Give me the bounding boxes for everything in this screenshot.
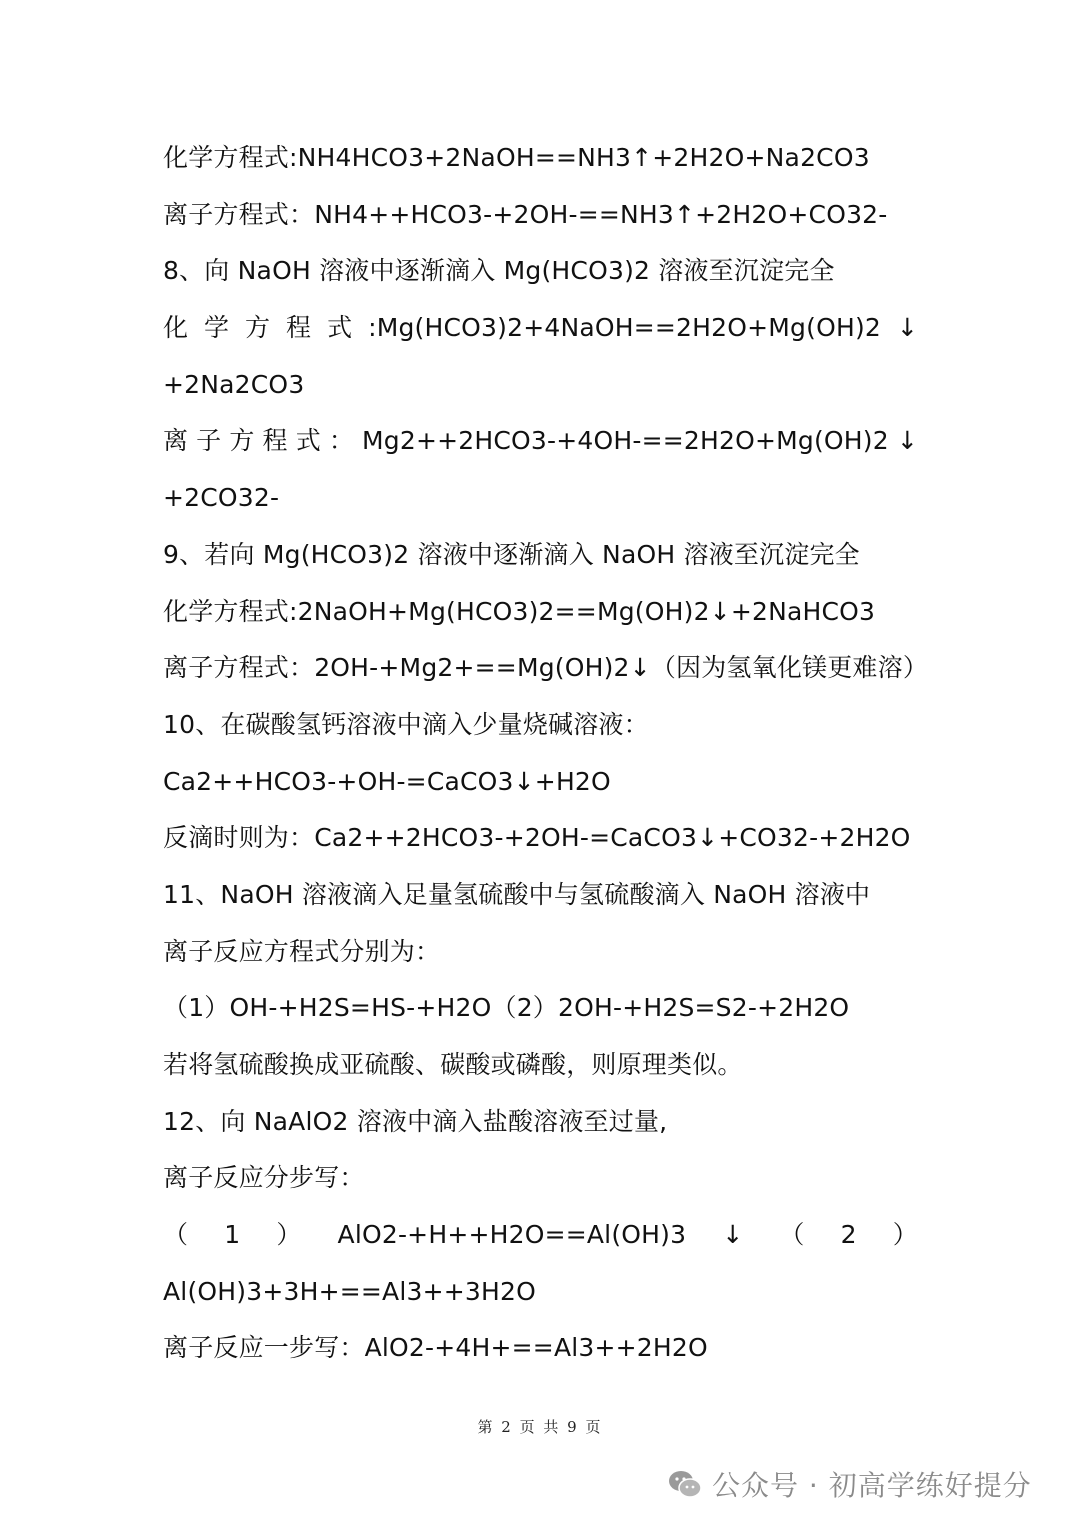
text-line: +2CO32- — [163, 483, 280, 513]
text-segment: 化 — [163, 313, 189, 343]
text-segment: 1 — [224, 1220, 241, 1250]
text-segment: 式 — [295, 426, 321, 456]
text-line: +2Na2CO3 — [163, 369, 305, 399]
text-segment: （ — [163, 1220, 189, 1250]
text-segment: :Mg(HCO3)2+4NaOH==2H2O+Mg(OH)2 — [368, 313, 881, 343]
text-line: 离子反应一步写：AlO2-+4H+==Al3++2H2O — [163, 1333, 708, 1363]
text-line: 化学方程式:2NaOH+Mg(HCO3)2==Mg(OH)2↓+2NaHCO3 — [163, 596, 876, 626]
text-segment: ↓ — [722, 1220, 744, 1250]
text-line: 12、向 NaAlO2 溶液中滴入盐酸溶液至过量, — [163, 1106, 668, 1136]
text-segment: Mg2++2HCO3-+4OH-==2H2O+Mg(OH)2 — [362, 426, 889, 456]
text-segment: ： — [328, 426, 355, 456]
text-line: 反滴时则为：Ca2++2HCO3-+2OH-=CaCO3↓+CO32-+2H2O — [163, 823, 911, 853]
text-segment: 离 — [163, 426, 189, 456]
text-line: 离子方程式：2OH-+Mg2+==Mg(OH)2↓（因为氢氧化镁更难溶） — [163, 653, 929, 683]
text-line: 11、NaOH 溶液滴入足量氢硫酸中与氢硫酸滴入 NaOH 溶液中 — [163, 879, 871, 909]
wechat-icon — [668, 1469, 702, 1499]
text-segment: 式 — [327, 313, 353, 343]
text-line: 离子方程式：NH4++HCO3-+2OH-==NH3↑+2H2O+CO32- — [163, 199, 888, 229]
text-line: 8、向 NaOH 溶液中逐渐滴入 Mg(HCO3)2 溶液至沉淀完全 — [163, 256, 835, 286]
text-line: （1）OH-+H2S=HS-+H2O（2）2OH-+H2S=S2-+2H2O — [163, 993, 850, 1023]
text-line-justified — [163, 413, 918, 470]
text-segment: ↓ — [896, 426, 918, 456]
text-line: 离子反应方程式分别为： — [163, 936, 441, 966]
text-line: Al(OH)3+3H+==Al3++3H2O — [163, 1276, 536, 1306]
text-segment: AlO2-+H++H2O==Al(OH)3 — [337, 1220, 687, 1250]
watermark — [668, 1460, 1032, 1508]
text-segment: ↓ — [896, 313, 918, 343]
text-segment: 方 — [245, 313, 271, 343]
text-line-justified — [163, 300, 918, 357]
text-line-justified — [163, 1207, 918, 1264]
document-body — [163, 130, 929, 1377]
text-segment: 2 — [840, 1220, 857, 1250]
text-line: 离子反应分步写： — [163, 1163, 365, 1193]
text-line: 10、在碳酸氢钙溶液中滴入少量烧碱溶液： — [163, 709, 649, 739]
page-number: 第 2 页 共 9 页 — [477, 1418, 603, 1436]
text-segment: ） — [276, 1220, 302, 1250]
text-segment: 学 — [204, 313, 230, 343]
text-segment: 方 — [229, 426, 255, 456]
watermark-text: 公众号 · 初高学练好提分 — [712, 1469, 1032, 1502]
text-segment: 子 — [196, 426, 222, 456]
text-segment: ） — [892, 1220, 918, 1250]
text-line: 若将氢硫酸换成亚硫酸、碳酸或磷酸，则原理类似。 — [163, 1050, 743, 1079]
text-segment: （ — [779, 1220, 805, 1250]
text-line: 化学方程式:NH4HCO3+2NaOH==NH3↑+2H2O+Na2CO3 — [163, 143, 870, 172]
text-line: 9、若向 Mg(HCO3)2 溶液中逐渐滴入 NaOH 溶液至沉淀完全 — [163, 539, 860, 569]
text-segment: 程 — [286, 313, 312, 343]
text-line: Ca2++HCO3-+OH-=CaCO3↓+H2O — [163, 766, 611, 796]
text-segment: 程 — [262, 426, 288, 456]
